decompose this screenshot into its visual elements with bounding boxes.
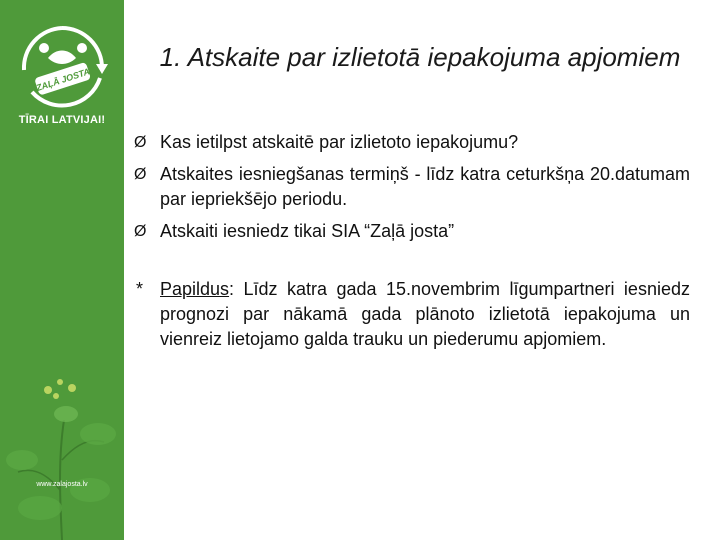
bullet-item <box>134 162 690 212</box>
zala-josta-logo <box>10 18 114 108</box>
bullet-item <box>134 130 690 155</box>
logo-text: ZAĻĀ JOSTA <box>34 66 92 94</box>
arrow-bullet-icon: Ø <box>134 166 147 183</box>
arrow-bullet-icon: Ø <box>134 134 147 151</box>
slide-title: 1. Atskaite par izlietotā iepakojuma apjomiem <box>159 42 681 72</box>
bullet-item <box>134 219 690 244</box>
website-url[interactable]: www.zalajosta.lv <box>36 481 88 488</box>
asterisk-marker: * <box>136 279 144 299</box>
tagline: TĪRAI LATVIJAI! <box>18 114 106 126</box>
arrow-bullet-icon: Ø <box>134 223 147 240</box>
bullet-text: Atskaiti iesniedz tikai SIA “Zaļā josta” <box>160 221 455 241</box>
slide-content <box>134 130 690 352</box>
bullet-text: Atskaites iesniegšanas termiņš - līdz katra ceturkšņa 20.datumam par iepriekšējo periodu. <box>160 164 690 209</box>
bullet-text: Kas ietilpst atskaitē par izlietoto iepakojumu? <box>160 132 519 152</box>
note-label: Papildus <box>160 279 230 299</box>
note-text: Līdz katra gada 15.novembrim līgumpartneri iesniedz prognozi par nākamā gada plānoto izlietotā iepakojuma un vienreiz lietojamo galda trauku un piederumu apjomiem. <box>160 279 690 349</box>
sidebar <box>0 0 124 540</box>
note-colon: : <box>229 279 235 299</box>
plant-illustration <box>0 330 124 540</box>
note-paragraph <box>134 277 690 352</box>
